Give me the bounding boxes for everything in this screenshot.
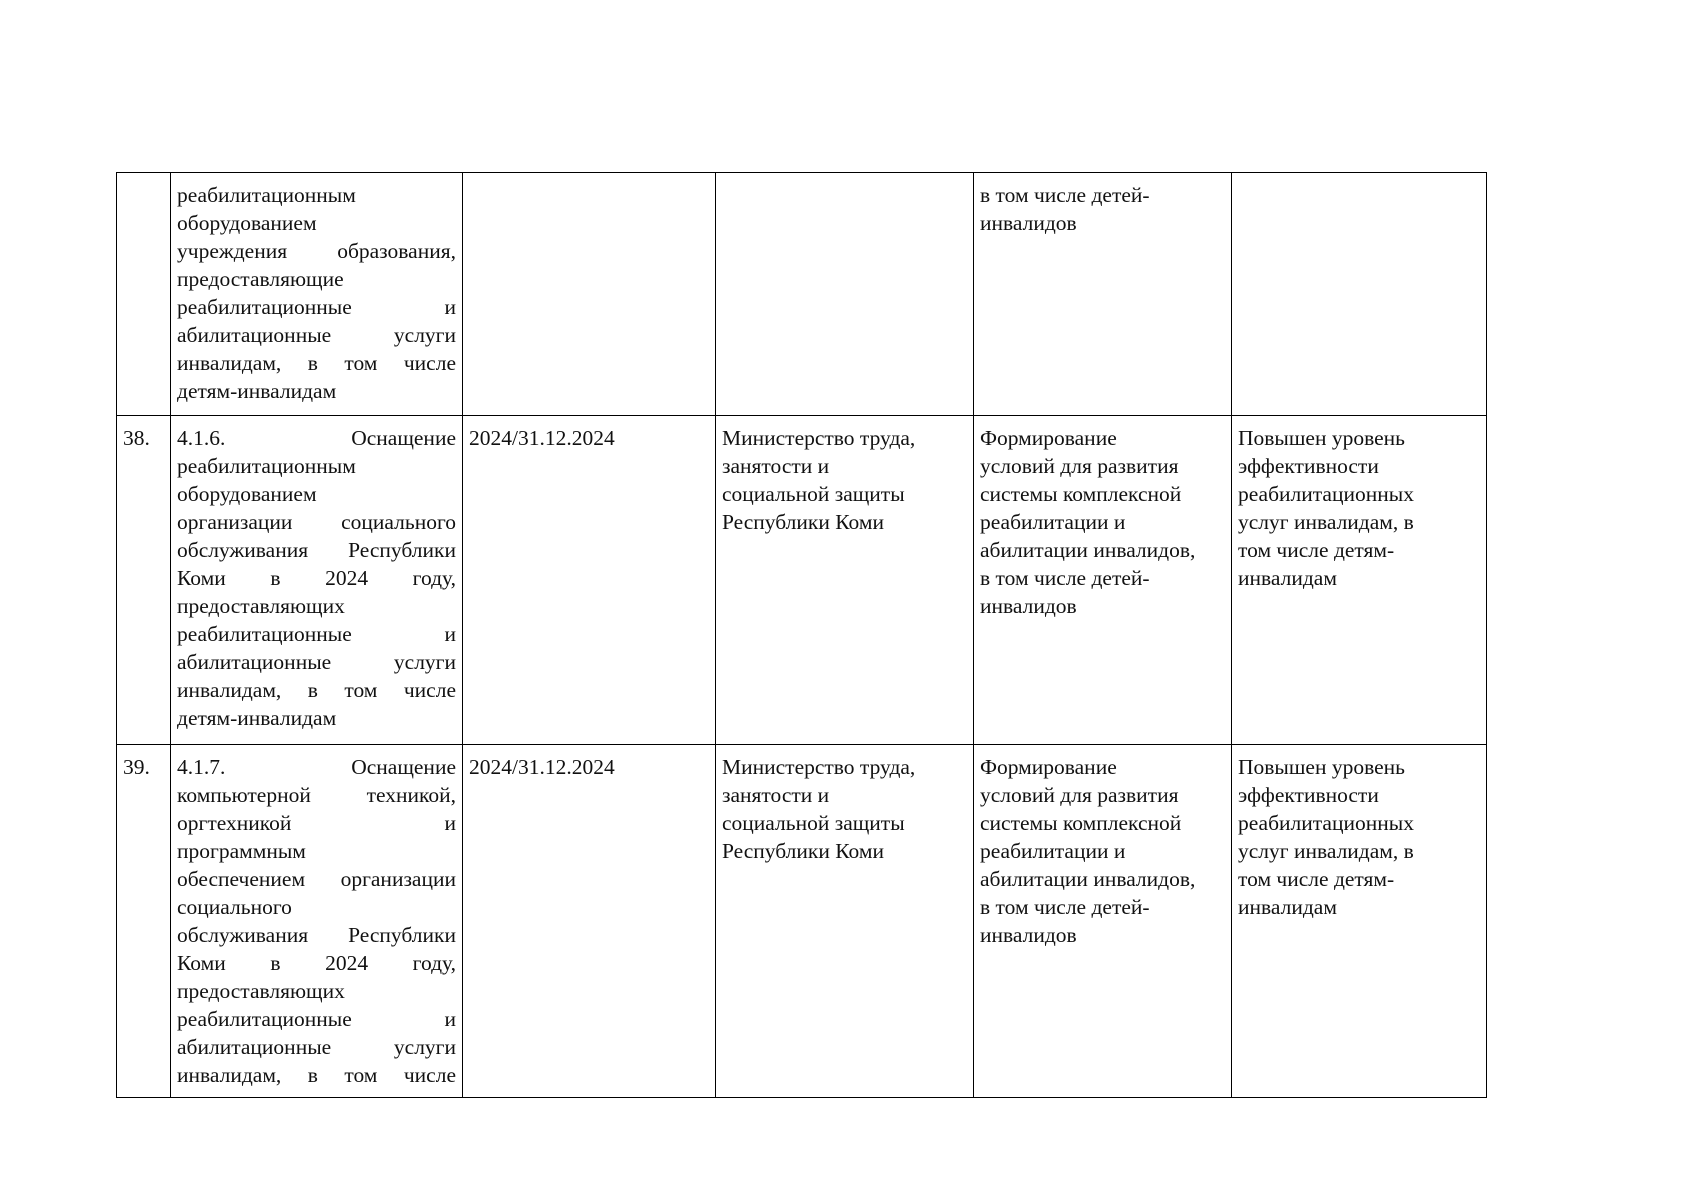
measure-text-line: абилитационные услуги: [177, 1035, 456, 1059]
cell-text-line: 2024/31.12.2024: [469, 426, 615, 450]
measure-text-line: детям-инвалидам: [177, 379, 337, 403]
cell-text-line: абилитации инвалидов,: [980, 538, 1196, 562]
goal-cell: [974, 416, 1232, 745]
measure-text-line: абилитационные услуги: [177, 323, 456, 347]
row-number-cell: 39.: [117, 745, 171, 1098]
cell-text-line: инвалидов: [980, 594, 1077, 618]
cell-text-line: услуг инвалидам, в: [1238, 839, 1414, 863]
measure-text-line: обеспечением организации: [177, 867, 456, 891]
cell-text-line: реабилитационных: [1238, 482, 1414, 506]
measure-cell: [171, 416, 463, 745]
measures-table: [116, 172, 1487, 1098]
cell-text-line: том числе детям-: [1238, 867, 1395, 891]
cell-text-line: реабилитации и: [980, 839, 1126, 863]
result-cell: [1232, 745, 1487, 1098]
date-cell: [463, 745, 716, 1098]
measure-text-line: программным: [177, 839, 306, 863]
measure-text-line: оборудованием: [177, 211, 317, 235]
measure-text-line: организации социального: [177, 510, 456, 534]
table-row: [117, 416, 1487, 745]
measure-cell: [171, 173, 463, 416]
cell-text-line: системы комплексной: [980, 811, 1182, 835]
measure-text-line: реабилитационным: [177, 183, 356, 207]
measure-text-line: оргтехникой и: [177, 811, 456, 835]
cell-text-line: условий для развития: [980, 783, 1179, 807]
cell-text-line: Министерство труда,: [722, 755, 916, 779]
cell-text-line: системы комплексной: [980, 482, 1182, 506]
measure-text-line: 4.1.7. Оснащение: [177, 755, 456, 779]
cell-text-line: Министерство труда,: [722, 426, 916, 450]
cell-text-line: реабилитации и: [980, 510, 1126, 534]
cell-text-line: инвалидов: [980, 923, 1077, 947]
cell-text-line: том числе детям-: [1238, 538, 1395, 562]
cell-text-line: Повышен уровень: [1238, 426, 1405, 450]
cell-text-line: социальной защиты: [722, 811, 905, 835]
measure-text-line: реабилитационным: [177, 454, 356, 478]
measure-text-line: 4.1.6. Оснащение: [177, 426, 456, 450]
measure-text-line: инвалидам, в том числе: [177, 351, 456, 375]
goal-cell: [974, 745, 1232, 1098]
executor-cell: [716, 416, 974, 745]
cell-text-line: Республики Коми: [722, 839, 884, 863]
cell-text-line: в том числе детей-: [980, 895, 1150, 919]
cell-text-line: Республики Коми: [722, 510, 884, 534]
cell-text-line: в том числе детей-: [980, 566, 1150, 590]
cell-text-line: 2024/31.12.2024: [469, 755, 615, 779]
result-cell: [1232, 416, 1487, 745]
measure-text-line: абилитационные услуги: [177, 650, 456, 674]
cell-text-line: инвалидам: [1238, 566, 1337, 590]
measure-text-line: реабилитационные и: [177, 1007, 456, 1031]
executor-cell: [716, 173, 974, 416]
row-number-cell: 38.: [117, 416, 171, 745]
measure-text-line: предоставляющие: [177, 267, 344, 291]
cell-text-line: Формирование: [980, 426, 1117, 450]
cell-text-line: услуг инвалидам, в: [1238, 510, 1414, 534]
cell-text-line: Повышен уровень: [1238, 755, 1405, 779]
executor-cell: [716, 745, 974, 1098]
cell-text-line: абилитации инвалидов,: [980, 867, 1196, 891]
measure-text-line: компьютерной техникой,: [177, 783, 456, 807]
result-cell: [1232, 173, 1487, 416]
table-row: [117, 173, 1487, 416]
cell-text-line: инвалидов: [980, 211, 1077, 235]
measure-text-line: предоставляющих: [177, 979, 345, 1003]
measure-text-line: детям-инвалидам: [177, 706, 337, 730]
measure-text-line: обслуживания Республики: [177, 538, 456, 562]
measure-text-line: предоставляющих: [177, 594, 345, 618]
cell-text-line: условий для развития: [980, 454, 1179, 478]
measure-text-line: Коми в 2024 году,: [177, 951, 456, 975]
cell-text-line: занятости и: [722, 454, 830, 478]
cell-text-line: эффективности: [1238, 783, 1379, 807]
measure-text-line: социального: [177, 895, 292, 919]
cell-text-line: инвалидам: [1238, 895, 1337, 919]
measure-cell: [171, 745, 463, 1098]
measure-text-line: учреждения образования,: [177, 239, 456, 263]
measure-text-line: реабилитационные и: [177, 295, 456, 319]
cell-text-line: в том числе детей-: [980, 183, 1150, 207]
cell-text-line: Формирование: [980, 755, 1117, 779]
measure-text-line: инвалидам, в том числе: [177, 1063, 456, 1087]
cell-text-line: социальной защиты: [722, 482, 905, 506]
cell-text-line: эффективности: [1238, 454, 1379, 478]
cell-text-line: занятости и: [722, 783, 830, 807]
cell-text-line: реабилитационных: [1238, 811, 1414, 835]
date-cell: [463, 173, 716, 416]
table-row: [117, 745, 1487, 1098]
date-cell: [463, 416, 716, 745]
measure-text-line: Коми в 2024 году,: [177, 566, 456, 590]
goal-cell: [974, 173, 1232, 416]
measure-text-line: оборудованием: [177, 482, 317, 506]
measure-text-line: реабилитационные и: [177, 622, 456, 646]
measure-text-line: инвалидам, в том числе: [177, 678, 456, 702]
measure-text-line: обслуживания Республики: [177, 923, 456, 947]
row-number-cell: [117, 173, 171, 416]
